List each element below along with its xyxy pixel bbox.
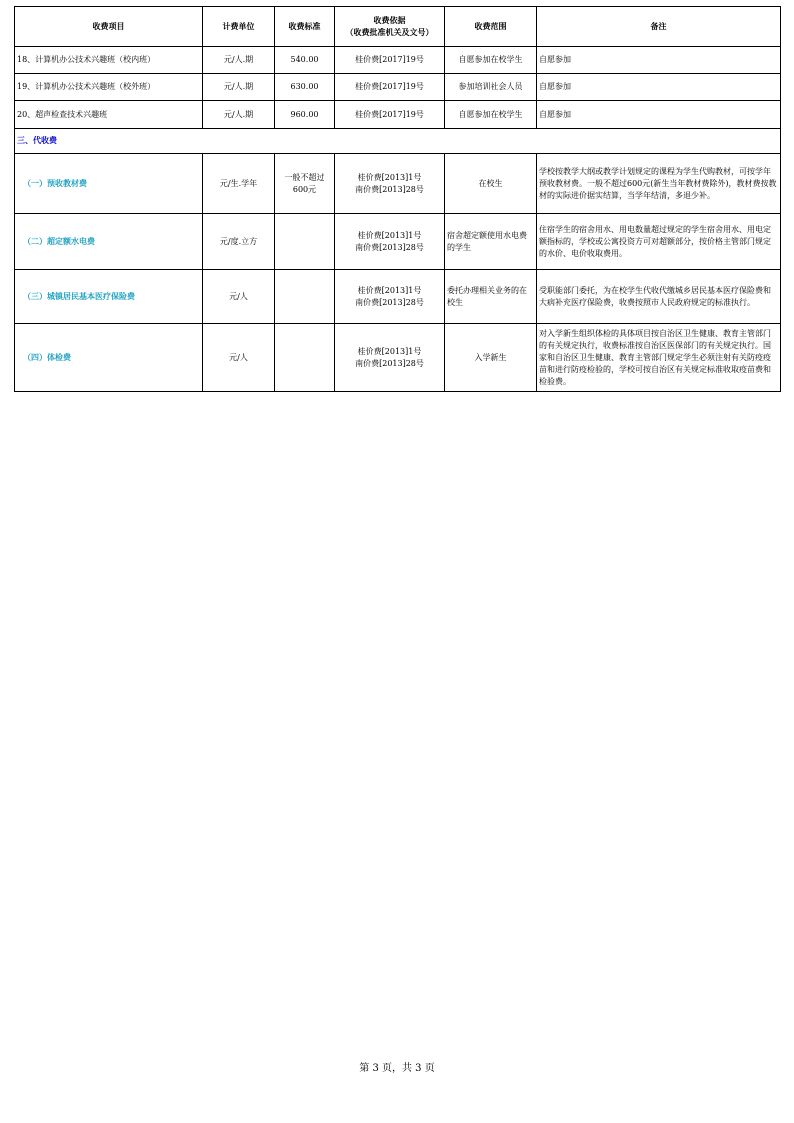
sub-basis — [335, 154, 445, 214]
row-unit: 元/人.期 — [203, 74, 275, 101]
row-basis: 桂价费[2017]19号 — [335, 74, 445, 101]
row-scope: 自愿参加在校学生 — [445, 47, 537, 74]
sub-basis-line1: 桂价费[2013]1号 — [357, 172, 422, 182]
row-standard: 630.00 — [275, 74, 335, 101]
sub-note: 学校按教学大纲或教学计划规定的课程为学生代购教材，可按学年预收教材费。一般不超过600元(新生当年教材费除外)，教材费按教材的实际进价据实结算，当学年结清，多退少补。 — [537, 154, 781, 214]
sub-item: （二）超定额水电费 — [15, 214, 203, 270]
header-basis — [335, 7, 445, 47]
section-title: 三、代收费 — [15, 129, 781, 154]
row-note: 自愿参加 — [537, 101, 781, 129]
table-row — [15, 101, 781, 129]
sub-row — [15, 154, 781, 214]
sub-basis — [335, 270, 445, 324]
header-basis-line1: 收费依据 — [373, 15, 406, 25]
table-row — [15, 47, 781, 74]
row-item: 18、计算机办公技术兴趣班（校内班） — [15, 47, 203, 74]
row-unit: 元/人.期 — [203, 47, 275, 74]
sub-scope: 委托办理相关业务的在校生 — [445, 270, 537, 324]
header-basis-line2: （收费批准机关及文号） — [345, 27, 434, 37]
sub-basis-line1: 桂价费[2013]1号 — [357, 346, 422, 356]
row-note: 自愿参加 — [537, 47, 781, 74]
row-basis: 桂价费[2017]19号 — [335, 101, 445, 129]
page-footer: 第 3 页，共 3 页 — [359, 1063, 435, 1074]
fee-table — [14, 6, 781, 392]
sub-note: 住宿学生的宿舍用水、用电数量超过规定的学生宿舍用水、用电定额指标的，学校或公寓投资方可对超额部分，按价格主管部门规定的水价、电价收取费用。 — [537, 214, 781, 270]
table-row — [15, 74, 781, 101]
sub-basis-line1: 桂价费[2013]1号 — [357, 285, 422, 295]
sub-basis-line2: 南价费[2013]28号 — [355, 184, 424, 194]
sub-basis-line2: 南价费[2013]28号 — [355, 297, 424, 307]
row-basis: 桂价费[2017]19号 — [335, 47, 445, 74]
header-row — [15, 7, 781, 47]
sub-basis-line2: 南价费[2013]28号 — [355, 358, 424, 368]
sub-standard — [275, 154, 335, 214]
row-note: 自愿参加 — [537, 74, 781, 101]
sub-scope: 宿舍超定额使用水电费的学生 — [445, 214, 537, 270]
sub-note: 对入学新生组织体检的具体项目按自治区卫生健康、教育主管部门的有关规定执行，收费标准按自治区医保部门的有关规定执行。国家和自治区卫生健康、教育主管部门规定学生必须注射有关防疫疫苗和进行防疫检验的，学校可按自治区有关规定标准收取疫苗费和检验费。 — [537, 324, 781, 392]
sub-note: 受职能部门委托，为在校学生代收代缴城乡居民基本医疗保险费和大病补充医疗保险费，收费按照市人民政府规定的标准执行。 — [537, 270, 781, 324]
sub-item: （三）城镇居民基本医疗保险费 — [15, 270, 203, 324]
row-standard: 540.00 — [275, 47, 335, 74]
sub-unit: 元/人 — [203, 270, 275, 324]
row-item: 19、计算机办公技术兴趣班（校外班） — [15, 74, 203, 101]
sub-standard — [275, 324, 335, 392]
sub-row — [15, 324, 781, 392]
sub-scope: 在校生 — [445, 154, 537, 214]
row-scope: 自愿参加在校学生 — [445, 101, 537, 129]
sub-standard-line1: 一般不超过 — [284, 172, 325, 182]
row-unit: 元/人.期 — [203, 101, 275, 129]
sub-basis — [335, 214, 445, 270]
header-unit: 计费单位 — [203, 7, 275, 47]
sub-standard — [275, 270, 335, 324]
header-note: 备注 — [537, 7, 781, 47]
row-scope: 参加培训社会人员 — [445, 74, 537, 101]
sub-row — [15, 270, 781, 324]
sub-unit: 元/人 — [203, 324, 275, 392]
sub-item: （一）预收教材费 — [15, 154, 203, 214]
section-row — [15, 129, 781, 154]
sub-unit: 元/度.立方 — [203, 214, 275, 270]
sub-unit: 元/生.学年 — [203, 154, 275, 214]
sub-item: （四）体检费 — [15, 324, 203, 392]
sub-standard — [275, 214, 335, 270]
sub-row — [15, 214, 781, 270]
sub-basis-line2: 南价费[2013]28号 — [355, 242, 424, 252]
header-scope: 收费范围 — [445, 7, 537, 47]
sub-standard-line2: 600元 — [292, 184, 317, 194]
header-item: 收费项目 — [15, 7, 203, 47]
sub-basis — [335, 324, 445, 392]
header-standard: 收费标准 — [275, 7, 335, 47]
sub-scope: 入学新生 — [445, 324, 537, 392]
row-standard: 960.00 — [275, 101, 335, 129]
row-item: 20、超声检查技术兴趣班 — [15, 101, 203, 129]
sub-basis-line1: 桂价费[2013]1号 — [357, 230, 422, 240]
